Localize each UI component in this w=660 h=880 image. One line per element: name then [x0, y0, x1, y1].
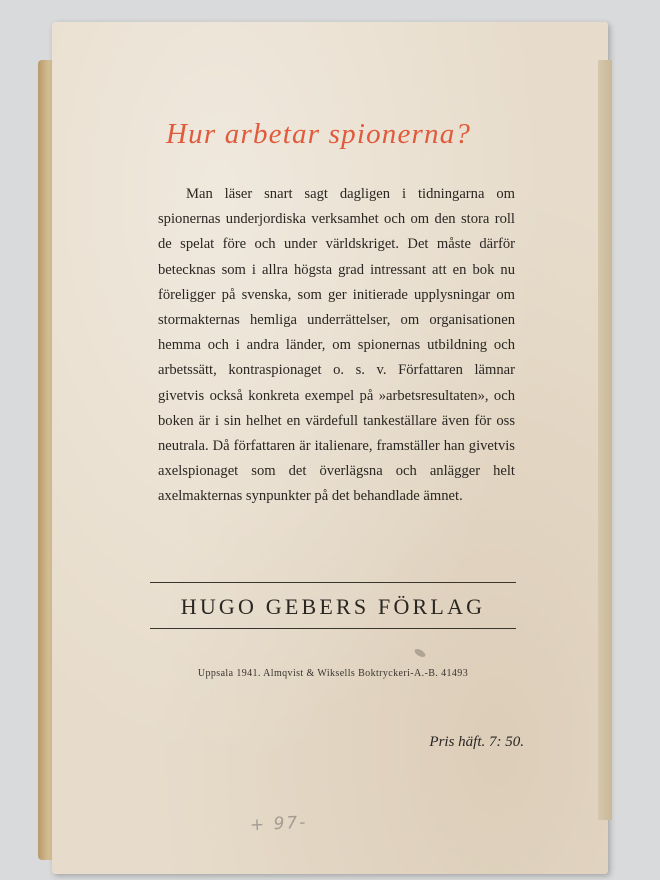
book-page-edge [598, 60, 612, 820]
printer-imprint: Uppsala 1941. Almqvist & Wiksells Boktryckeri-A.-B. 41493 [197, 668, 469, 679]
price-label: Pris häft. 7: 50. [429, 734, 524, 750]
publisher-name: HUGO GEBERS FÖRLAG [180, 594, 486, 619]
top-divider [150, 582, 516, 583]
cover-description: Man läser snart sagt dagligen i tidningarna om spionernas underjordiska verksamhet och om den stora roll de spelat före och under världskriget. Det måste därför betecknas som i allra högsta grad intressant att en bok nu föreligger på svenska, som ger initierade upplysningar om stormakternas hemliga underrättelser, om organisationen hemma och i andra länder, om spionernas utbildning och arbetssätt, kontraspionaget o. s. v. Författaren lämnar givetvis också konkreta exempel på »arbetsresultaten», och boken är i sin helhet en värdefull tankeställare även för oss neutrala. Då författaren är italienare, framställer han givetvis axelspionaget som det överlägsna och anlägger helt axelmakternas synpunkter på det behandlade ämnet. [158, 186, 515, 505]
pencil-note: + 97- [249, 812, 308, 836]
cover-title: Hur arbetar spionerna? [166, 118, 472, 150]
bottom-divider [150, 628, 516, 629]
